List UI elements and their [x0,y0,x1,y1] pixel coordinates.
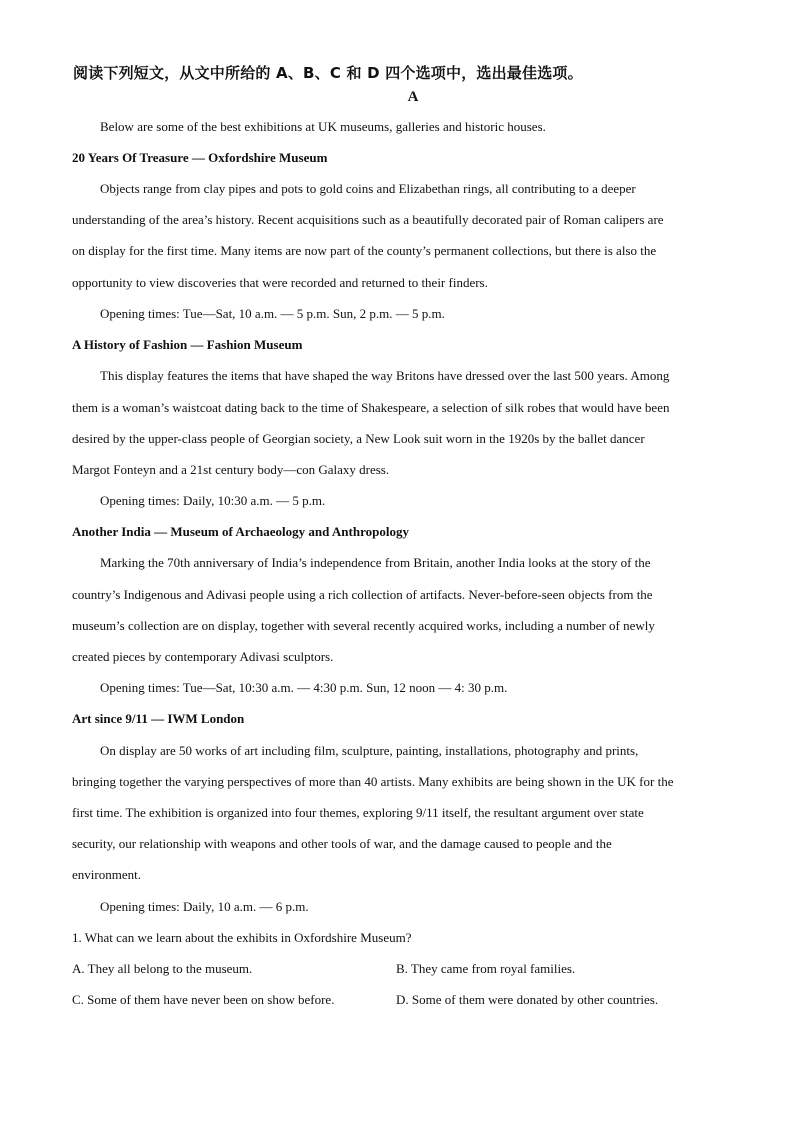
exhibition-text-line: desired by the upper-class people of Georgian society, a New Look suit worn in the 1920s by the ballet dancer [72,431,645,446]
instruction-text: 阅读下列短文，从文中所给的 A、B、C 和 D 四个选项中，选出最佳选项。 [73,64,583,82]
exhibition-heading: Another India — Museum of Archaeology and Anthropology [72,524,409,539]
opening-times: Opening times: Daily, 10 a.m. — 6 p.m. [100,899,309,914]
exhibition-text-line: environment. [72,867,141,882]
option-c[interactable]: C. Some of them have never been on show before. [72,992,335,1007]
exhibition-text-line: bringing together the varying perspectives of more than 40 artists. Many exhibits are being shown in the UK for the [72,774,674,789]
exhibition-text-line: Marking the 70th anniversary of India’s independence from Britain, another India looks at the story of the [100,555,651,570]
opening-times: Opening times: Daily, 10:30 a.m. — 5 p.m. [100,493,326,508]
opening-times: Opening times: Tue—Sat, 10 a.m. — 5 p.m. Sun, 2 p.m. — 5 p.m. [100,306,445,321]
intro-paragraph: Below are some of the best exhibitions at UK museums, galleries and historic houses. [100,119,546,134]
question-text: 1. What can we learn about the exhibits in Oxfordshire Museum? [72,930,412,945]
exhibition-text-line: Margot Fonteyn and a 21st century body—con Galaxy dress. [72,462,390,477]
option-b[interactable]: B. They came from royal families. [396,961,576,976]
exhibition-text-line: On display are 50 works of art including film, sculpture, painting, installations, photography and prints, [100,743,639,758]
exhibition-text-line: country’s Indigenous and Adivasi people using a rich collection of artifacts. Never-before-seen objects from the [72,587,653,602]
exhibition-heading: A History of Fashion — Fashion Museum [72,337,303,352]
opening-times: Opening times: Tue—Sat, 10:30 a.m. — 4:30 p.m. Sun, 12 noon — 4: 30 p.m. [100,680,508,695]
exhibition-text-line: Objects range from clay pipes and pots to gold coins and Elizabethan rings, all contributing to a deeper [100,181,636,196]
exhibition-text-line: created pieces by contemporary Adivasi sculptors. [72,649,334,664]
option-d[interactable]: D. Some of them were donated by other countries. [396,992,659,1007]
option-a[interactable]: A. They all belong to the museum. [72,961,253,976]
exhibition-heading: 20 Years Of Treasure — Oxfordshire Museum [72,150,328,165]
exhibition-text-line: This display features the items that have shaped the way Britons have dressed over the last 500 years. Among [100,368,670,383]
exhibition-text-line: first time. The exhibition is organized into four themes, exploring 9/11 itself, the resultant argument over state [72,805,644,820]
exhibition-text-line: museum’s collection are on display, together with several recently acquired works, including a number of newly [72,618,655,633]
exhibition-heading: Art since 9/11 — IWM London [72,711,245,726]
section-label: A [407,89,419,105]
exhibition-text-line: security, our relationship with weapons and other tools of war, and the damage caused to people and the [72,836,612,851]
exhibition-text-line: them is a woman’s waistcoat dating back to the time of Shakespeare, a selection of silk robes that would have been [72,400,670,415]
exhibition-text-line: understanding of the area’s history. Recent acquisitions such as a beautifully decorated pair of Roman calipers are [72,212,664,227]
exhibition-text-line: on display for the first time. Many items are now part of the county’s permanent collections, but there is also the [72,243,657,258]
exhibition-text-line: opportunity to view discoveries that were recorded and returned to their finders. [72,275,488,290]
